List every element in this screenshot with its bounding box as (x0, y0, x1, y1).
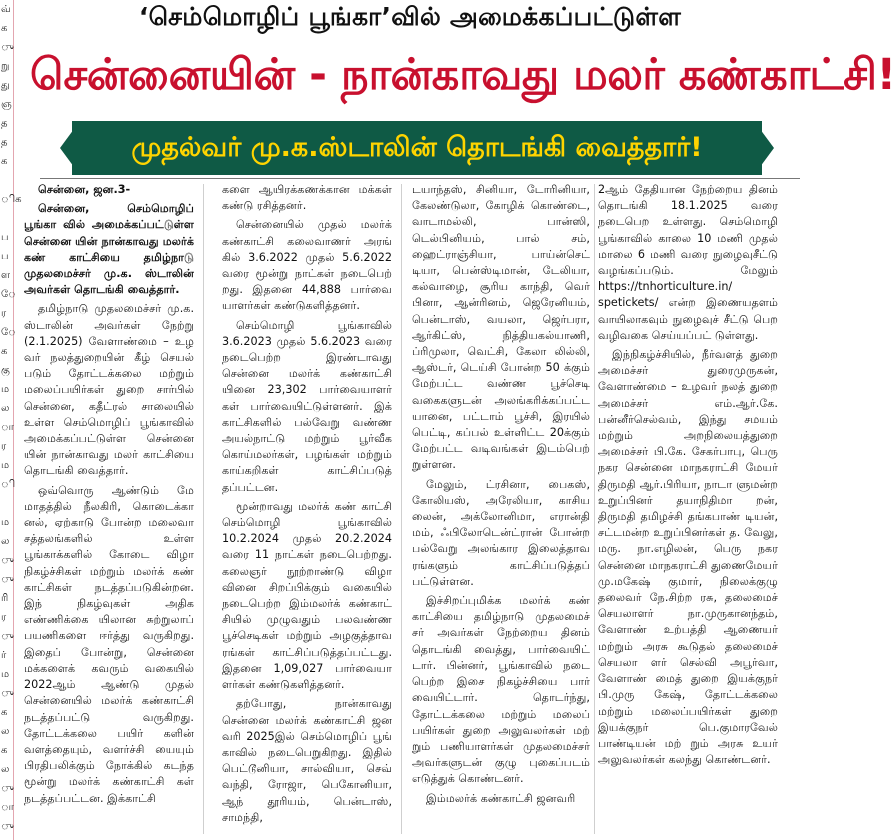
banner-right-notch (760, 129, 774, 167)
edge-fragment: ிக (1, 194, 22, 205)
paragraph: இந்நிகழ்ச்சியில், நீர்வளத் துறை அமைச்சர் துரைமுருகன், வேளாண்மை – உழவர் நலத் துறை அமைச்சர் எம்.ஆர்.கே. பன்னீர்செல்வம், இந்து சமயம் மற்றும் அறநிலையத்துறை அமைச்சர் பி.கே. சேகர்பாபு, பெரு நகர சென்னை மாநகராட்சி மேயர் திருமதி ஆர்.பிரியா, நாடா ளுமன்ற உறுப்பினர் தயாநிதிமா றன், திருமதி தமிழச்சி தங்கபாண் டியன், சட்டமன்ற உறுப்பினர்கள் த. வேலு, மரு. நா.எழிலன், பெரு நகர சென்னை மாநகராட்சி துணைமேயர் மு.மகேஷ் குமார், நிலைக்குழு தலைவர் நே.சிற்ற ரசு, தலைமைச் செயலாளர் நா.முருகானந்தம், வேளாண் உற்பத்தி ஆணையர் மற்றும் அரசு கூடுதல் தலைமைச் செயலா ளர் செல்வி அபூர்வா, வேளாண் மைத் துறை இயக்குநர் பி.முரு கேஷ், தோட்டக்கலை மற்றும் மலைப்பயிர்கள் துறை இயக்குநர் பெ.குமாரவேல் பாண்டியன் மற் றும் அரசு உயர் அலுவலர்கள் கலந்து கொண்டனர். (598, 348, 778, 767)
article-column-2 (222, 182, 392, 834)
paragraph: ஒவ்வொரு ஆண்டும் மே மாதத்தில் நீலகிரி, கொடைக்கா னல், ஏற்காடு போன்ற மலைவா சத்தலங்களில் உள்ள பூங்காக்களில் கோடை விழா நிகழ்ச்சிகள் மற்றும் மலர்க் கண் காட்சிகள் நடத்தப்படுகின்றன. இந் நிகழ்வுகள் அதிக எண்ணிக்கை யிலான சுற்றுலாப் பயணிகளை ஈர்த்து வருகிறது. இதைப் போன்று, சென்னை மக்களைக் கவரும் வகையில் 2022ஆம் ஆண்டு முதல் சென்னையில் மலர்க் கண்காட்சி நடத்தப்பட்டு வருகிறது. தோட்டக்கலை பயிர் களின் வளத்தையும், வளர்ச்சி யையும் பிரதிபலிக்கும் நோக்கில் கடந்த மூன்று மலர்க் கண்காட்சி கள் நடத்தப்பட்டன. இக்காட்சி (24, 483, 194, 805)
lede-paragraph: சென்னை, செம்மொழிப் பூங்கா வில் அமைக்கப்பட்டுள்ள சென்னை யின் நான்காவது மலர்க் கண் காட்சியை தமிழ்நாடு முதலமைச்சர் மு.க. ஸ்டாலின் அவர்கள் தொடங்கி வைத்தார். (24, 202, 194, 297)
paragraph: இச்சிறப்புமிக்க மலர்க் கண் காட்சியை தமிழ்நாடு முதலமைச் சர் அவர்கள் நேற்றைய தினம் தொடங்கி வைத்து, பார்வையிட் டார். பின்னர், பூங்காவில் நடை பெற்ற இசை நிகழ்ச்சியை பார் வையிட்டார். தொடர்ந்து, தோட்டக்கலை மற்றும் மலைப் பயிர்கள் துறை அலுவலர்கள் மற் றும் பணியாளர்கள் முதலமைச்சர் அவர்களுடன் குழு புகைப்படம் எடுத்துக் கொண்டனர். (412, 594, 590, 786)
article-column-3 (412, 182, 590, 834)
edge-fragment: ஞ (1, 99, 12, 110)
article-column-1 (24, 182, 194, 834)
edge-fragment: ப (1, 232, 9, 243)
paragraph: சென்னையில் முதல் மலர்க் கண்காட்சி கலைவாணர் அரங் கில் 3.6.2022 முதல் 5.6.2022 வரை மூன்று நாட்கள் நடைபெற் றது. இதனை 44,888 பார்வை யாளர்கள் கண்டுகளித்தனர். (222, 218, 392, 313)
edge-fragment: ி (1, 479, 16, 490)
header-rule (40, 178, 800, 179)
paragraph: டயாந்தஸ், சினியா, டோரினியா, கேலண்டுலா, கோழிக் கொண்டை, வாடாமல்லி, பான்ஸி, டெல்பினியம், பால் சம், ஹைட்ராஞ்சியா, பாய்ன்செட் டியா, பென்ஸ்டிமான், டேலியா, கல்வாழை, சூரிய காந்தி, வெர் பினா, ஆன்ரினம், ஜெரேனியம், பென்டாஸ், வயலா, ஜெர்பரா, ஆர்கிட்ஸ், நித்தியகல்யாணி, ப்ரிமுலா, வெட்சி, கேலா லில்லி, ஆஸ்டர், டெய்சி போன்ற 50 க்கும் மேற்பட்ட வண்ண பூச்செடி வகைகளுடன் அலங்கரிக்கப்பட்ட யானை, பட்டாம் பூச்சி, இரயில் பெட்டி, கப்பல் உள்ளிட்ட 20க்கும் மேற்பட்ட வடிவங்கள் இடம்பெற் றுள்ளன. (412, 183, 590, 472)
kicker-line: ‘செம்மொழிப் பூங்கா’வில் அமைக்கப்பட்டுள்ள (138, 2, 682, 31)
edge-fragment: று (1, 61, 10, 72)
edge-fragment: ம (1, 384, 10, 395)
edge-fragment: ல (1, 536, 10, 547)
edge-fragment: ா (1, 802, 14, 813)
column-divider (203, 184, 204, 834)
edge-fragment: ா (1, 422, 14, 433)
edge-fragment: ர் (1, 650, 7, 661)
edge-fragment: ம (1, 460, 10, 471)
edge-fragment: ு (1, 821, 14, 832)
edge-fragment: ே (1, 289, 16, 300)
dateline: சென்னை, ஜன.3- (38, 183, 131, 196)
edge-fragment: த (1, 118, 8, 129)
edge-fragment: க (1, 23, 8, 34)
column-divider (401, 184, 402, 834)
paragraph: தமிழ்நாடு முதலமைச்சர் மு.க. ஸ்டாலின் அவர்கள் நேற்று (2.1.2025) வேளாண்மை – உழ வர் நலத்துறையின் கீழ் செயல் படும் தோட்டக்கலை மற்றும் மலைப்பயிர்கள் துறை சார்பில் சென்னை, கதீட்ரல் சாலையில் உள்ள செம்மொழிப் பூங்காவில் அமைக்கப்பட்டுள்ள சென்னை யின் நான்காவது மலர் காட்சியை தொடங்கி வைத்தார். (24, 302, 194, 478)
edge-fragment: ள (1, 270, 11, 281)
edge-fragment: வ் (1, 4, 11, 15)
paragraph: தற்போது, நான்காவது சென்னை மலர்க் கண்காட்சி ஜன வரி 2025இல் செம்மொழிப் பூங் காவில் நடைபெறுகிறது. இதில் பெட்டூனியா, சால்வியா, செவ் வந்தி, ரோஜா, பெகோனியா, ஆந் தூரியம், பென்டாஸ், சாமந்தி, (222, 697, 392, 824)
edge-fragment (0, 494, 13, 513)
edge-fragment: கு (1, 365, 10, 376)
edge-fragment: ு (1, 688, 14, 699)
edge-fragment: ு (1, 42, 14, 53)
edge-fragment: ல (1, 764, 10, 775)
edge-fragment: ர (1, 308, 7, 319)
edge-fragment: க (1, 346, 8, 357)
edge-fragment: க (1, 745, 8, 756)
edge-fragment: ரி (1, 593, 9, 604)
subhead-banner (72, 121, 762, 175)
edge-fragment: ல (1, 403, 10, 414)
edge-fragment: ல (1, 726, 10, 737)
edge-fragment: க (1, 707, 8, 718)
paragraph: செம்மொழி பூங்காவில் 3.6.2023 முதல் 5.6.2023 வரை நடைபெற்ற இரண்டாவது சென்னை மலர்க் கண்காட்சி யினை 23,302 பார்வையாளர் கள் பார்வையிட்டுள்ளனர். இக் காட்சிகளில் பல்வேறு வண்ண அயல்நாட்டு மற்றும் பூர்வீக கொய்மலர்கள், பழங்கள் மற்றும் காய்கறிகள் காட்சிப்படுத் தப்பட்டன. (222, 318, 392, 494)
edge-fragment: ு (1, 631, 14, 642)
subhead-text: முதல்வர் மு.க.ஸ்டாலின் தொடங்கி வைத்தார்! (131, 132, 703, 163)
edge-fragment: ம (1, 669, 10, 680)
edge-fragment: ு (1, 555, 14, 566)
edge-fragment: ப (1, 251, 9, 262)
article-column-4 (598, 182, 778, 834)
edge-fragment: ு (1, 574, 14, 585)
adjacent-article-edge (0, 0, 22, 840)
edge-fragment: க (1, 156, 8, 167)
edge-fragment: து (1, 80, 10, 91)
paragraph: 2ஆம் தேதியான நேற்றைய தினம் தொடங்கி 18.1.2025 வரை நடைபெற உள்ளது. செம்மொழி பூங்காவில் காலை 10 மணி முதல் மாலை 6 மணி வரை நுழைவுசீட்டு வழங்கப்படும். மேலும் https://tnhorticulture.in/ spetickets/ என்ற இணையதளம் வாயிலாகவும் நுழைவுச் சீட்டு பெற வழிவகை செய்யப்பட் டுள்ளது. (598, 183, 778, 342)
column-divider (594, 184, 595, 834)
edge-fragment: ு (1, 783, 14, 794)
edge-fragment: த (1, 137, 8, 148)
edge-fragment: ர (1, 441, 7, 452)
paragraph: களை ஆயிரக்கணக்கான மக்கள் கண்டு ரசித்தனர். (222, 183, 392, 213)
edge-fragment: ே (1, 327, 16, 338)
headline: சென்னையின் - நான்காவது மலர் கண்காட்சி! (30, 50, 896, 100)
edge-fragment: ர (1, 612, 7, 623)
edge-fragment: ம (1, 517, 10, 528)
paragraph: இம்மலர்க் கண்காட்சி ஜனவரி (426, 791, 576, 805)
edge-fragment (0, 209, 13, 228)
paragraph: மேலும், ட்ரசினா, பைகஸ், கோலியஸ், அரேலியா, காசிய லைன், அக்லோனிமா, எரான்தி மம், ஃபிலோடென்ட்ரான் போன்ற பல்வேறு அலங்கார இலைத்தாவ ரங்களும் காட்சிப்படுத்தப் பட்டுள்ளன. (412, 477, 590, 588)
paragraph: மூன்றாவது மலர்க் கண் காட்சி செம்மொழி பூங்காவில் 10.2.2024 முதல் 20.2.2024 வரை 11 நாட்கள் நடைபெற்றது. கலைஞர் நூற்றாண்டு விழா வினை சிறப்பிக்கும் வகையில் நடைபெற்ற இம்மலர்க் கண்காட் சியில் முழுவதும் பலவண்ண பூச்செடிகள் மற்றும் அழகுத்தாவ ரங்கள் காட்சிப்படுத்தப்பட்டது. இதனை 1,09,027 பார்வையா ளர்கள் கண்டுகளித்தனர். (222, 499, 392, 692)
edge-fragment (0, 171, 13, 190)
